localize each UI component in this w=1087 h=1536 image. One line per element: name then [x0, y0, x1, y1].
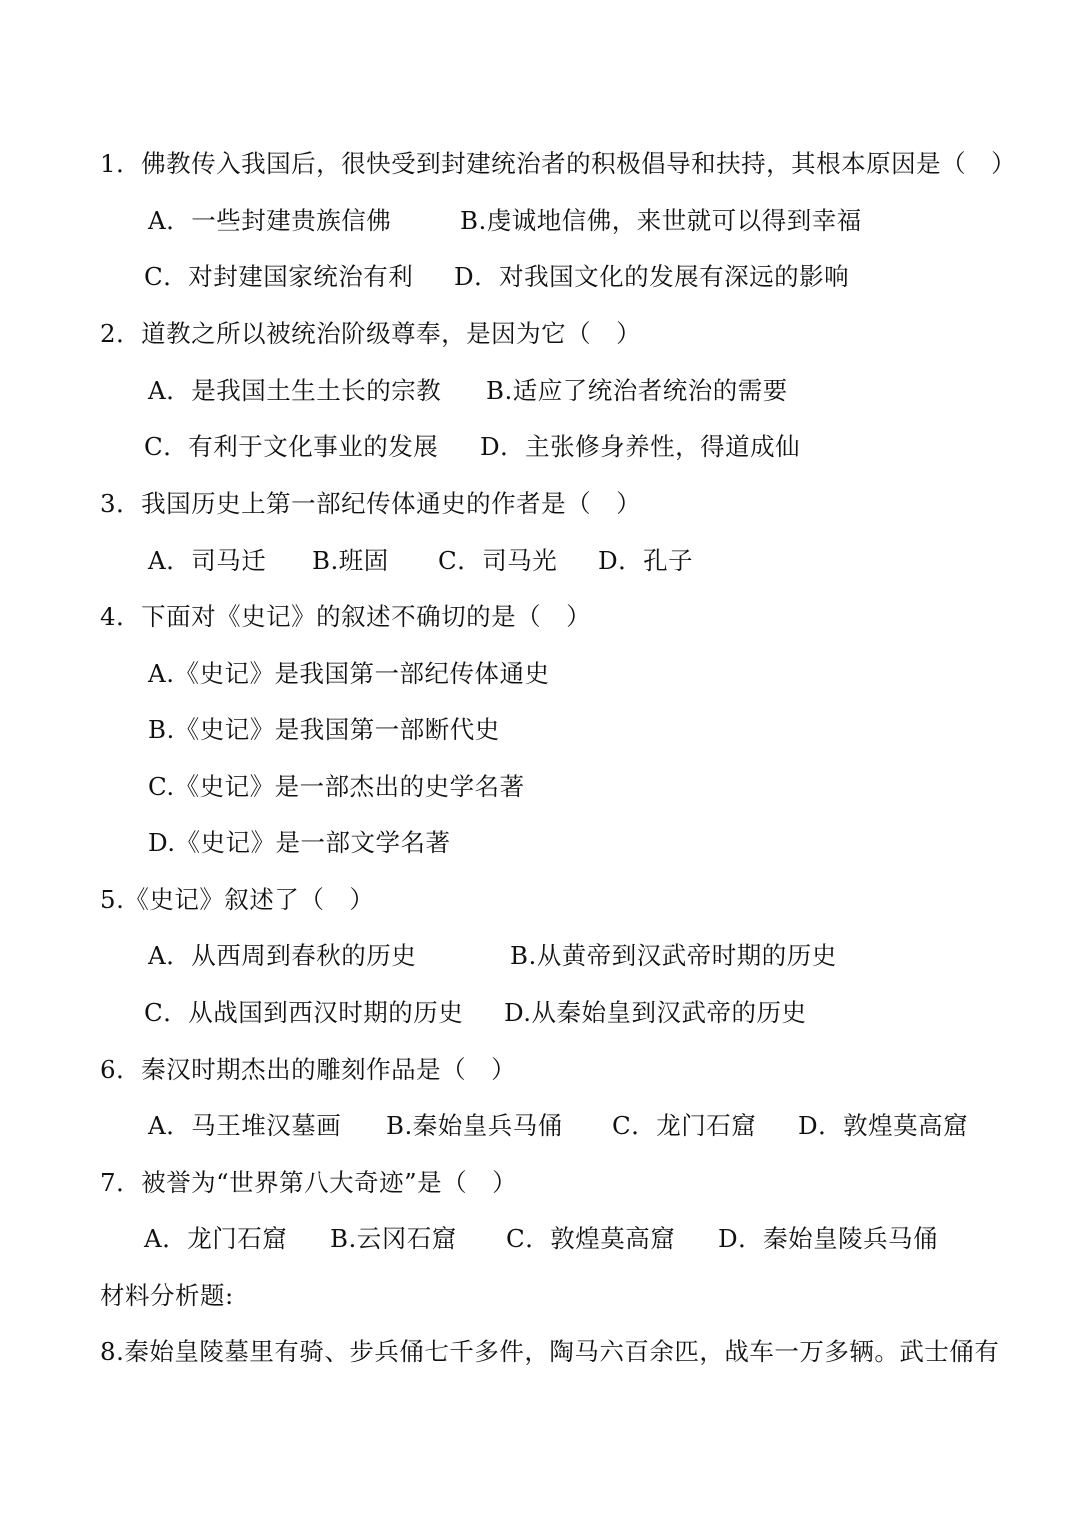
question-3-option-a: A．司马迁 [148, 546, 267, 575]
question-6-stem: 6．秦汉时期杰出的雕刻作品是（ ） [100, 1055, 517, 1084]
question-3-stem: 3．我国历史上第一部纪传体通史的作者是（ ） [100, 489, 642, 518]
question-1-option-c: C．对封建国家统治有利 [144, 262, 414, 291]
question-4-option-d: D.《史记》是一部文学名著 [148, 828, 451, 857]
question-3-option-c: C．司马光 [438, 546, 558, 575]
question-3-option-b: B.班固 [312, 546, 389, 575]
question-7-option-d: D．秦始皇陵兵马俑 [718, 1224, 939, 1253]
question-2-option-a: A．是我国土生土长的宗教 [148, 376, 442, 405]
material-question-8: 8.秦始皇陵墓里有骑、步兵俑七千多件，陶马六百余匹，战车一万多辆。武士俑有 [100, 1337, 1000, 1366]
question-3-option-d: D．孔子 [598, 546, 694, 575]
question-5-option-d: D.从秦始皇到汉武帝的历史 [504, 998, 807, 1027]
question-2-option-c: C．有利于文化事业的发展 [144, 432, 439, 461]
question-1-option-b: B.虔诚地信佛，来世就可以得到幸福 [460, 206, 862, 235]
question-1-option-d: D．对我国文化的发展有深远的影响 [454, 262, 850, 291]
question-4-option-a: A.《史记》是我国第一部纪传体通史 [148, 659, 550, 688]
question-5-option-a: A．从西周到春秋的历史 [148, 941, 417, 970]
question-6-option-a: A．马王堆汉墓画 [148, 1111, 342, 1140]
question-6-option-c: C．龙门石窟 [612, 1111, 757, 1140]
question-4-option-b: B.《史记》是我国第一部断代史 [148, 715, 500, 744]
section-heading: 材料分析题: [100, 1281, 234, 1310]
question-1-option-a: A．一些封建贵族信佛 [148, 206, 392, 235]
question-7-option-c: C．敦煌莫高窟 [506, 1224, 676, 1253]
question-6-option-d: D．敦煌莫高窟 [798, 1111, 969, 1140]
question-1-stem: 1．佛教传入我国后，很快受到封建统治者的积极倡导和扶持，其根本原因是（ ） [100, 149, 1017, 178]
question-2-stem: 2．道教之所以被统治阶级尊奉，是因为它（ ） [100, 319, 642, 348]
question-7-option-a: A．龙门石窟 [144, 1224, 288, 1253]
question-5-stem: 5.《史记》叙述了（ ） [100, 885, 375, 914]
question-5-option-b: B.从黄帝到汉武帝时期的历史 [510, 941, 837, 970]
question-7-stem: 7．被誉为“世界第八大奇迹”是（ ） [100, 1168, 518, 1197]
question-7-option-b: B.云冈石窟 [330, 1224, 457, 1253]
question-5-option-c: C．从战国到西汉时期的历史 [144, 998, 464, 1027]
question-2-option-b: B.适应了统治者统治的需要 [486, 376, 788, 405]
question-4-option-c: C.《史记》是一部杰出的史学名著 [148, 772, 525, 801]
question-2-option-d: D．主张修身养性，得道成仙 [480, 432, 801, 461]
question-6-option-b: B.秦始皇兵马俑 [386, 1111, 563, 1140]
question-4-stem: 4．下面对《史记》的叙述不确切的是（ ） [100, 602, 592, 631]
